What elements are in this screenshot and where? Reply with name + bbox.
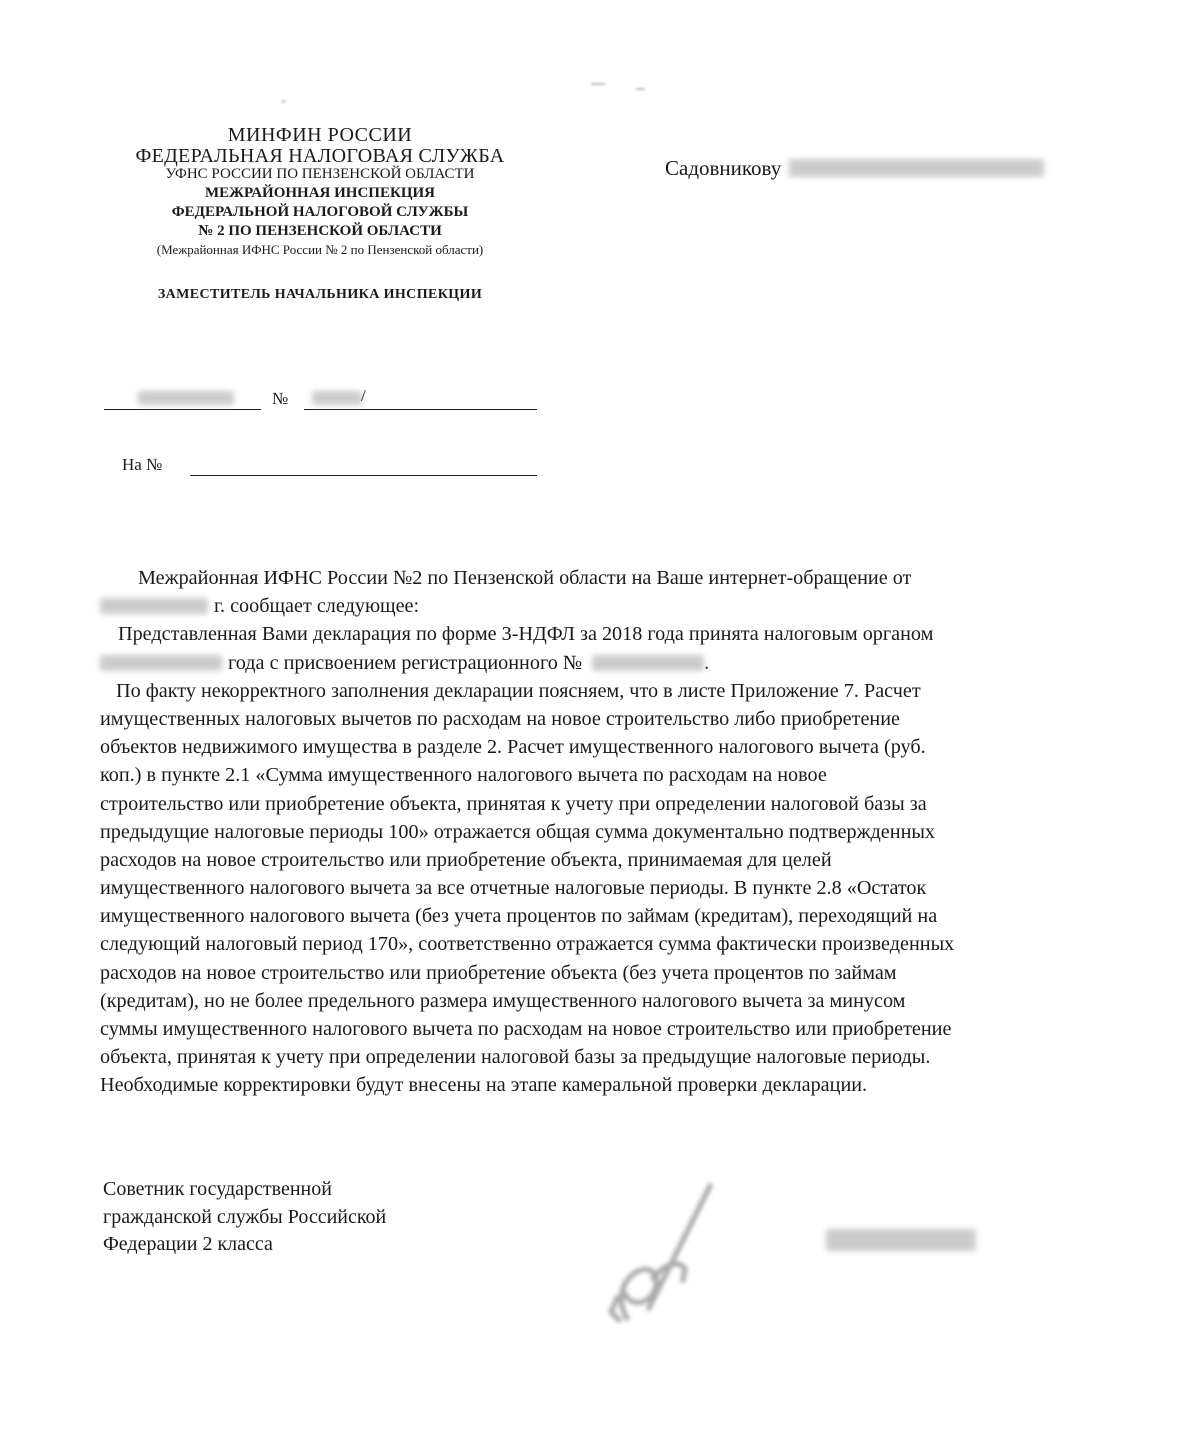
letter-number-line <box>304 409 537 410</box>
signer-title-line3: Федерации 2 класса <box>103 1233 273 1255</box>
body-line: имущественного налогового вычета (без учета процентов по займам (кредитам), переходящий на <box>100 905 938 928</box>
inspection-name-line1: МЕЖРАЙОННАЯ ИНСПЕКЦИЯ <box>204 185 436 201</box>
body-line: Необходимые корректировки будут внесены на этапе камеральной проверки декларации. <box>100 1074 868 1097</box>
redacted-registration-number <box>592 655 704 671</box>
body-line: По факту некорректного заполнения декларации поясняем, что в листе Приложение 7. Расчет <box>116 679 921 702</box>
redacted-signature <box>605 1180 715 1325</box>
redacted-letter-date <box>138 391 234 405</box>
signer-title-line1: Советник государственной <box>103 1178 332 1200</box>
addressee-surname: Садовникову <box>665 156 782 180</box>
redacted-addressee-name <box>789 159 1044 177</box>
body-line <box>100 649 1140 677</box>
body-line: строительство или приобретение объекта, принятая к учету при определении налоговой базы за <box>100 792 927 815</box>
scan-speck <box>591 83 605 85</box>
body-text: г. сообщает следующее: <box>214 595 420 618</box>
body-line <box>100 592 1140 620</box>
reply-to-line <box>190 475 537 476</box>
addressee <box>665 156 1044 181</box>
signature-scribble <box>611 1186 710 1320</box>
scan-speck <box>636 88 645 90</box>
body-line: объекта, принятая к учету при определении налоговой базы за предыдущие налоговые периоды. <box>100 1046 931 1069</box>
body-line: (кредитам), но не более предельного размера имущественного налогового вычета за минусом <box>100 989 906 1012</box>
letterhead <box>100 125 540 259</box>
letter-date-line <box>104 409 261 410</box>
body-line: объектов недвижимого имущества в разделе 2. Расчет имущественного налогового вычета (руб. <box>100 736 926 759</box>
signer-title-line2: гражданской службы Российской <box>103 1205 387 1228</box>
ministry-name: МИНФИН РОССИИ <box>227 124 413 146</box>
service-name: ФЕДЕРАЛЬНАЯ НАЛОГОВАЯ СЛУЖБА <box>135 145 505 167</box>
inspection-name-line2: ФЕДЕРАЛЬНОЙ НАЛОГОВОЙ СЛУЖБЫ <box>171 204 469 220</box>
body-line: Представленная Вами декларация по форме 3-НДФЛ за 2018 года принята налоговым органом <box>118 623 934 646</box>
signer-title <box>103 1176 386 1259</box>
body-line: коп.) в пункте 2.1 «Сумма имущественного налогового вычета по расходам на новое <box>100 764 827 787</box>
redacted-letter-number <box>312 391 362 405</box>
redacted-signer-name <box>826 1229 976 1251</box>
body-line: предыдущие налоговые периоды 100» отражается общая сумма документально подтвержденных <box>100 820 936 843</box>
inspection-name-line3: № 2 ПО ПЕНЗЕНСКОЙ ОБЛАСТИ <box>198 223 442 239</box>
letter-number-label: № <box>272 389 289 408</box>
reply-to-label: На № <box>122 455 163 474</box>
body-line: расходов на новое строительство или приобретение объекта, принимаемая для целей <box>100 848 832 871</box>
body-line: Межрайонная ИФНС России №2 по Пензенской области на Ваше интернет-обращение от <box>138 567 912 589</box>
letter-number-suffix: / <box>361 386 366 405</box>
body-line: имущественного налогового вычета за все отчетные налоговые периоды. В пункте 2.8 «Остаток <box>100 877 927 900</box>
redacted-appeal-date <box>100 598 208 614</box>
regional-office-name: УФНС РОССИИ ПО ПЕНЗЕНСКОЙ ОБЛАСТИ <box>165 166 475 182</box>
sender-position: ЗАМЕСТИТЕЛЬ НАЧАЛЬНИКА ИНСПЕКЦИИ <box>157 287 483 302</box>
redacted-acceptance-date <box>100 655 222 671</box>
body-line: суммы имущественного налогового вычета по расходам на новое строительство или приобретение <box>100 1018 952 1040</box>
body-line: имущественных налоговых вычетов по расходам на новое строительство либо приобретение <box>100 707 900 730</box>
body-text: года с присвоением регистрационного № <box>228 651 583 674</box>
letter-body <box>100 564 1140 1100</box>
body-line: следующий налоговый период 170», соответственно отражается сумма фактически произведенных <box>100 933 955 956</box>
body-line: расходов на новое строительство или приобретение объекта (без учета процентов по займам <box>100 961 897 984</box>
body-text: . <box>704 651 710 674</box>
scan-speck <box>282 100 285 103</box>
inspection-short-name: (Межрайонная ИФНС России № 2 по Пензенской области) <box>156 242 484 257</box>
